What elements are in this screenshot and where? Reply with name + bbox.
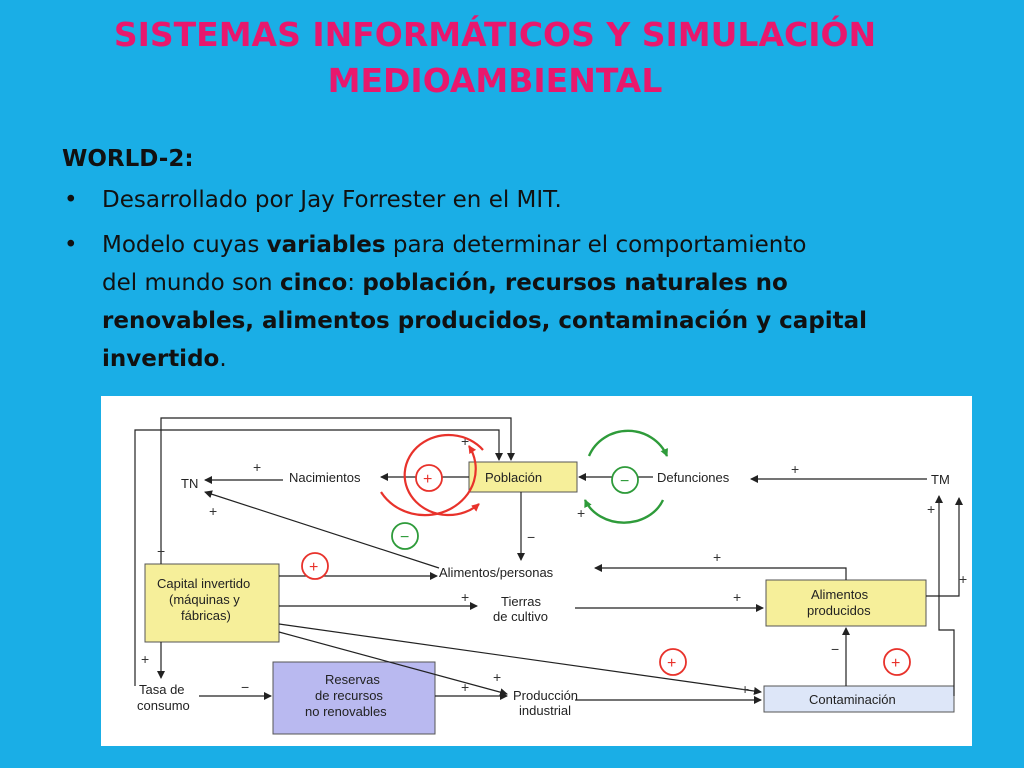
- sign-plus: +: [577, 505, 586, 521]
- slide-title: [0, 12, 990, 104]
- sign-plus: +: [741, 681, 750, 697]
- bullet-item-1: [62, 181, 962, 219]
- capital-label-line2: (máquinas y: [169, 592, 240, 607]
- tierras-label-line1: Tierras: [501, 594, 541, 609]
- loop-arrow-green: [589, 431, 667, 456]
- negative-loop-sign: −: [400, 529, 410, 546]
- positive-loop-produccion: [660, 649, 686, 675]
- sign-minus: −: [241, 679, 250, 695]
- contaminacion-label: Contaminación: [809, 692, 896, 707]
- tierras-label-line2: de cultivo: [493, 609, 548, 624]
- slide-body: [62, 140, 962, 385]
- bullet-list: [62, 181, 962, 378]
- bullet-line: [102, 264, 962, 302]
- tm-label: TM: [931, 472, 950, 487]
- arrow-capital-top-loop: [161, 418, 511, 564]
- slide-title-line1: SISTEMAS INFORMÁTICOS Y SIMULACIÓN: [113, 15, 877, 54]
- bullet-item-2: [62, 226, 962, 378]
- text-run: :: [347, 270, 363, 296]
- sign-plus: +: [141, 651, 150, 667]
- capital-label-line3: fábricas): [181, 608, 231, 623]
- bullet-line: [102, 340, 962, 378]
- reservas-label-line3: no renovables: [305, 704, 387, 719]
- section-heading: WORLD-2:: [62, 146, 194, 172]
- capital-label-line1: Capital invertido: [157, 576, 251, 591]
- sign-minus: −: [527, 529, 536, 545]
- produccion-label-line2: industrial: [519, 703, 572, 718]
- bullet-text: Desarrollado por Jay Forrester en el MIT.: [102, 187, 562, 213]
- sign-plus: +: [713, 549, 722, 565]
- positive-loop-capital: [302, 553, 328, 579]
- positive-loop-contaminacion: [884, 649, 910, 675]
- bullet-icon: •: [64, 187, 78, 213]
- tasa-label-line1: Tasa de: [139, 682, 185, 697]
- sign-plus: +: [791, 461, 800, 477]
- defunciones-label: Defunciones: [657, 470, 730, 485]
- sign-plus: +: [461, 589, 470, 605]
- bullet-line: [102, 226, 962, 264]
- sign-plus: +: [209, 503, 218, 519]
- text-run: .: [219, 346, 227, 372]
- reservas-label-line2: de recursos: [315, 688, 383, 703]
- text-run-bold: invertido: [102, 346, 220, 372]
- tasa-label-line2: consumo: [137, 698, 190, 713]
- alimentos-producidos-label-line2: producidos: [807, 603, 871, 618]
- positive-loop-sign: +: [891, 655, 901, 672]
- world2-diagram: [101, 396, 972, 746]
- positive-loop-sign: +: [667, 655, 677, 672]
- text-run-bold: variables: [266, 232, 386, 258]
- text-run-bold: cinco: [279, 270, 348, 296]
- reservas-label-line1: Reservas: [325, 672, 380, 687]
- slide-title-line2: MEDIOAMBIENTAL: [327, 61, 663, 100]
- arrow-alimentos-producidos-personas: [595, 568, 846, 580]
- world2-diagram-svg: [101, 396, 972, 746]
- text-run-bold: renovables, alimentos producidos, contaminación y capital: [102, 308, 868, 334]
- sign-minus: −: [831, 641, 840, 657]
- sign-plus: +: [959, 571, 968, 587]
- sign-plus: +: [927, 501, 936, 517]
- sign-plus: +: [253, 459, 262, 475]
- positive-loop-sign: +: [309, 559, 319, 576]
- positive-loop-sign: +: [423, 471, 433, 488]
- negative-loop-small: [392, 523, 418, 549]
- sign-plus: +: [461, 433, 470, 449]
- text-run: Modelo cuyas: [102, 232, 267, 258]
- negative-loop-sign: −: [620, 473, 630, 490]
- sign-plus: +: [157, 543, 166, 559]
- loop-arrow-green: [585, 500, 663, 523]
- alimentos-personas-label: Alimentos/personas: [439, 565, 554, 580]
- alimentos-producidos-label-line1: Alimentos: [811, 587, 869, 602]
- bullet-line: [102, 302, 962, 340]
- bullet-icon: •: [64, 232, 78, 258]
- text-run-bold: población, recursos naturales no: [362, 270, 788, 296]
- sign-plus: +: [733, 589, 742, 605]
- produccion-label-line1: Producción: [513, 688, 579, 703]
- nacimientos-label: Nacimientos: [289, 470, 361, 485]
- text-run: para determinar el comportamiento: [385, 232, 807, 258]
- sign-plus: +: [461, 679, 470, 695]
- tn-label: TN: [181, 476, 199, 491]
- sign-plus: +: [493, 669, 502, 685]
- text-run: del mundo son: [102, 270, 280, 296]
- poblacion-label: Población: [485, 470, 543, 485]
